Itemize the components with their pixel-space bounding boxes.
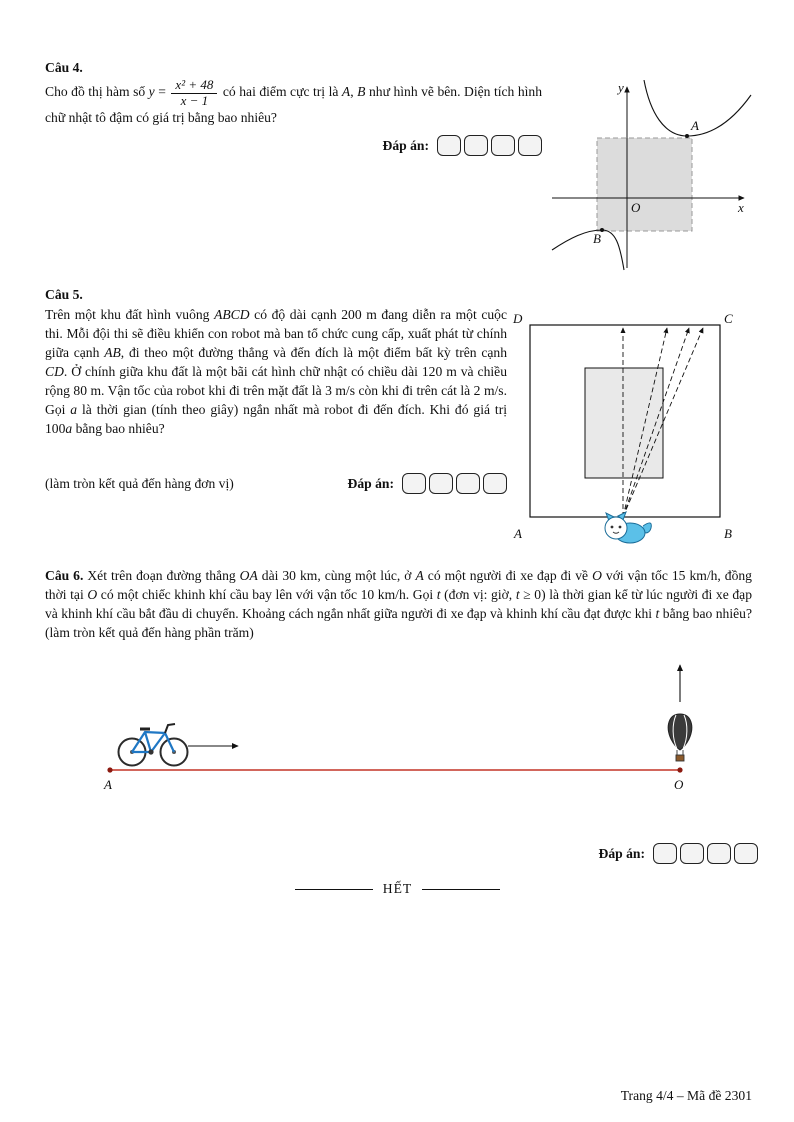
answer-box[interactable]	[402, 473, 426, 494]
fraction	[171, 78, 217, 108]
point-o-dot	[677, 767, 682, 772]
point-a-label: A	[691, 118, 699, 133]
question-4-heading: Câu 4.	[45, 60, 83, 75]
balloon-icon	[668, 714, 692, 761]
point-a-dot	[685, 134, 689, 138]
question-5-text: Trên một khu đất hình vuông ABCD có độ dài cạnh 200 m đang diễn ra một cuộc thi. Mỗi đội thi sẽ điều khiển con robot mà ban tổ chức cung cấp, xuất phát từ chính giữa cạnh AB, đi theo một đường thẳng và đến đích là một điểm bất kỳ trên cạnh CD. Ở chính giữa khu đất là một bãi cát hình chữ nhật có chiều dài 120 m và chiều rộng 80 m. Vận tốc của robot khi đi trên mặt đất là 3 m/s còn khi đi trên cát là 2 m/s. Gọi a là thời gian (tính theo giây) ngắn nhất mà robot đi đến đích. Khi đó giá trị 100a bằng bao nhiêu?	[45, 307, 507, 437]
bicycle-icon	[119, 724, 188, 766]
page-footer: Trang 4/4 – Mã đề 2301	[620, 1088, 752, 1103]
answer-box[interactable]	[518, 135, 542, 156]
question-5-answer	[348, 473, 507, 494]
point-b-label: B	[593, 231, 601, 246]
divider-line	[422, 889, 500, 890]
answer-box[interactable]	[734, 843, 758, 864]
point-a-label: A	[104, 777, 112, 792]
question-4-text-start: Cho đồ thị hàm số y =	[45, 84, 170, 100]
answer-box[interactable]	[707, 843, 731, 864]
question-5-diagram	[503, 305, 751, 553]
question-5-round-note: (làm tròn kết quả đến hàng đơn vị)	[45, 475, 234, 491]
end-divider	[45, 881, 750, 897]
corner-b-label: B	[724, 526, 732, 541]
corner-d-label: D	[513, 311, 523, 326]
question-4	[45, 60, 542, 127]
question-4-answer	[45, 135, 542, 156]
answer-label: Đáp án:	[382, 137, 429, 153]
answer-box[interactable]	[491, 135, 515, 156]
fraction-denominator: x − 1	[171, 93, 217, 109]
point-a-dot	[107, 767, 112, 772]
divider-line	[295, 889, 373, 890]
y-axis-label: y	[618, 80, 624, 95]
question-4-graph	[550, 80, 754, 272]
end-label: HẾT	[382, 881, 413, 896]
shaded-rectangle	[597, 138, 692, 231]
answer-label: Đáp án:	[598, 845, 645, 861]
answer-box[interactable]	[464, 135, 488, 156]
question-4-text	[45, 78, 542, 127]
answer-box[interactable]	[653, 843, 677, 864]
question-6-diagram	[40, 650, 754, 815]
question-5	[45, 287, 507, 438]
question-6-text: Câu 6. Xét trên đoạn đường thẳng OA dài 30 km, cùng một lúc, ở A có một người đi xe đạp đi về O với vận tốc 15 km/h, đồng thời tại O có một chiếc khinh khí cầu bay lên với vận tốc 10 km/h. Gọi t (đơn vị: giờ, t ≥ 0) là thời gian kể từ lúc người đi xe đạp và khinh khí cầu bắt đầu di chuyển. Khoảng cách ngắn nhất giữa người đi xe đạp và khinh khí cầu đạt được khi t bằng bao nhiêu? (làm tròn kết quả đến hàng phần trăm)	[45, 568, 752, 641]
question-6	[45, 566, 752, 642]
x-axis-label: x	[738, 200, 744, 215]
question-4-text-end: có hai điểm cực trị là A, B như hình vẽ bên. Diện tích hình chữ nhật tô đậm có giá trị bằng bao nhiêu?	[45, 84, 543, 126]
sand-rectangle	[585, 368, 663, 478]
question-5-heading: Câu 5.	[45, 287, 83, 302]
answer-box[interactable]	[437, 135, 461, 156]
answer-box[interactable]	[429, 473, 453, 494]
question-6-answer	[45, 843, 758, 864]
question-5-answer-line	[45, 473, 507, 494]
fraction-numerator: x² + 48	[175, 77, 214, 92]
answer-label: Đáp án:	[347, 475, 394, 491]
answer-box[interactable]	[680, 843, 704, 864]
origin-label: O	[631, 200, 641, 215]
point-o-label: O	[674, 777, 684, 792]
corner-c-label: C	[724, 311, 733, 326]
answer-box[interactable]	[456, 473, 480, 494]
corner-a-label: A	[514, 526, 522, 541]
curve-lower-branch	[552, 230, 624, 270]
